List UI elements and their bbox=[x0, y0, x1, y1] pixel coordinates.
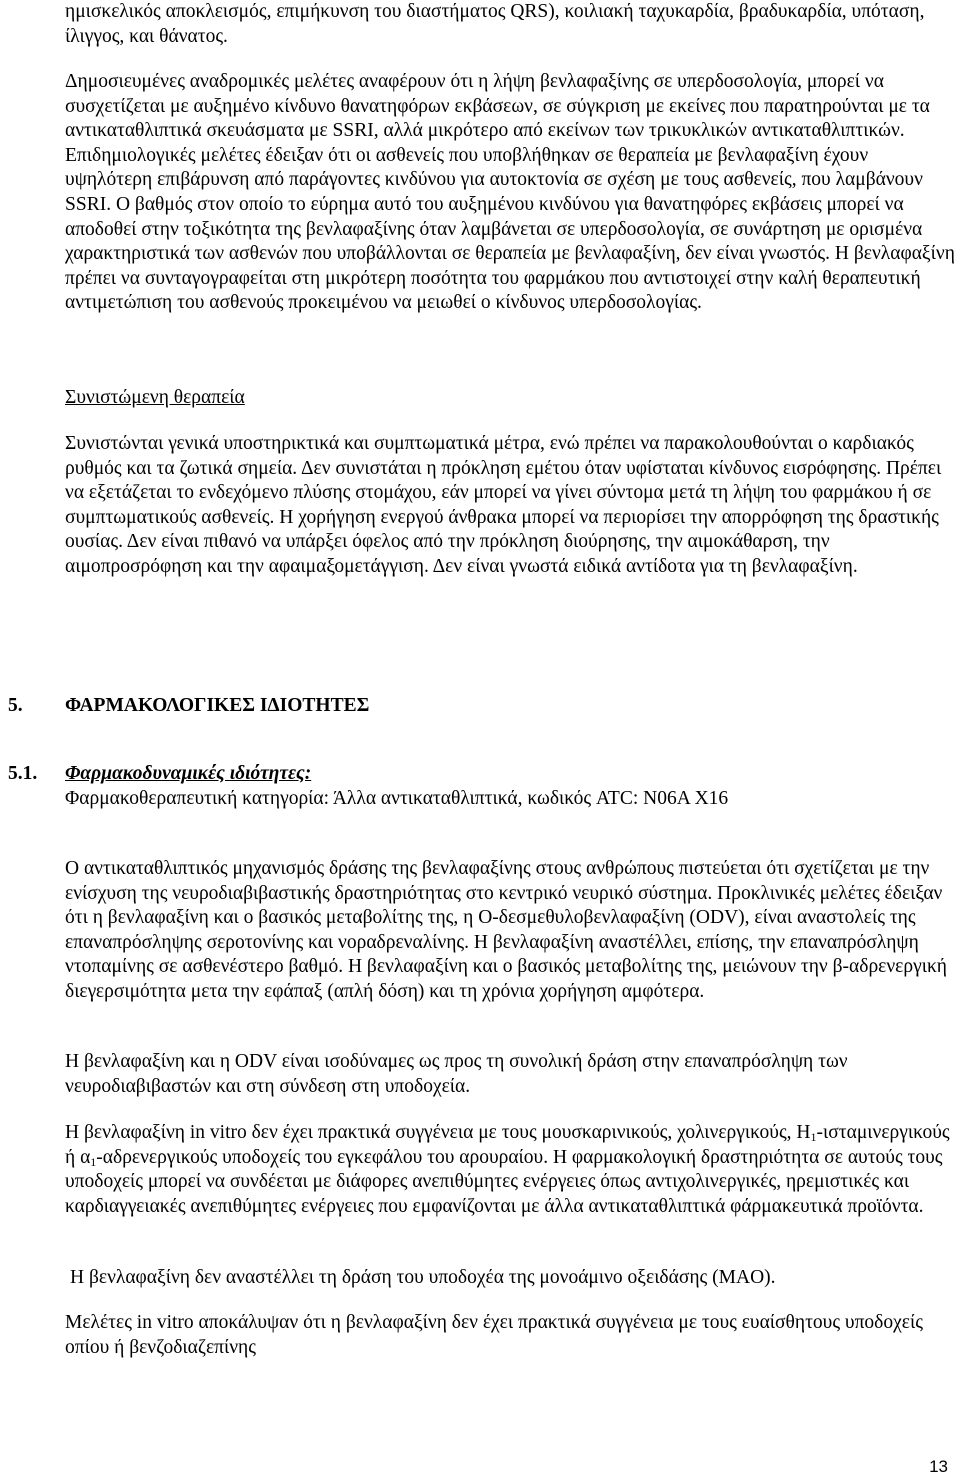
paragraph-retrospective-studies: Δημοσιευμένες αναδρομικές μελέτες αναφέρουν ότι η λήψη βενλαφαξίνης σε υπερδοσολογία, μπορεί να συσχετίζεται με αυξημένο κίνδυνο θανατηφόρων εκβάσεων, σε σύγκριση με εκείνες που παρατηρούνται με τα αντικαταθλιπτικά σκευάσματα με SSRI, αλλά μικρότερο από εκείνων των τρικυκλικών αντικαταθλιπτικών. Επιδημιολογικές μελέτες έδειξαν ότι οι ασθενείς που υποβλήθηκαν σε θεραπεία με βενλαφαξίνη έχουν υψηλότερη επιβάρυνση από παράγοντες κινδύνου για αυτοκτονία σε σχέση με τους ασθενείς, που λαμβάνουν SSRI. Ο βαθμός στον οποίο το εύρημα αυτό του αυξημένου κινδύνου για θανατηφόρες εκβάσεις μπορεί να αποδοθεί στην τοξικότητα της βενλαφαξίνης όταν λαμβάνεται σε υπερδοσολογία, σε συνάρτηση με ορισμένα χαρακτηριστικά των ασθενών που υποβάλλονται σε θεραπεία με βενλαφαξίνη, δεν είναι γνωστός. Η βενλαφαξίνη πρέπει να συνταγογραφείται στη μικρότερη ποσότητα του φαρμάκου που αντιστοιχεί στην καλή θεραπευτική αντιμετώπιση του ασθενούς προκειμένου να μειωθεί ο κίνδυνος υπερδοσολογίας. bbox=[65, 71, 955, 314]
receptor-subscript-alpha1: 1 bbox=[90, 1154, 97, 1169]
receptor-text-part3: -αδρενεργικούς υποδοχείς του εγκεφάλου του αρουραίου. Η φαρμακολογική δραστηριότητα σε αυτούς τους υποδοχείς μπορεί να συνδέεται με διάφορες ανεπιθύμητες ενέργειες όπως αντιχολινεργικές, ηρεμιστικές και καρδιαγγειακές ανεπιθύμητες ενέργειες που εμφανίζονται με άλλα αντικαταθλιπτικά φάρμακευτικά προϊόντα. bbox=[65, 1146, 943, 1217]
section-5-1-number: 5.1. bbox=[8, 763, 38, 784]
receptor-text-part1: Η βενλαφαξίνη in vitro δεν έχει πρακτικά συγγένεια με τους μουσκαρινικούς, χολινεργικούς, H bbox=[65, 1122, 811, 1143]
pharmacotherapeutic-category: Φαρμακοθεραπευτική κατηγορία: Άλλα αντικαταθλιπτικά, κωδικός ATC: N06A X16 bbox=[65, 788, 729, 809]
section-5-1-title: Φαρμακοδυναμικές ιδιότητες: bbox=[65, 763, 312, 784]
paragraph-receptor-affinity bbox=[65, 1121, 955, 1219]
section-5-1-heading bbox=[8, 762, 955, 787]
section-5-title: ΦΑΡΜΑΚΟΛΟΓΙΚΕΣ ΙΔΙΟΤΗΤΕΣ bbox=[65, 695, 370, 716]
paragraph-opioid-benzodiazepine: Μελέτες in vitro αποκάλυψαν ότι η βενλαφαξίνη δεν έχει πρακτικά συγγένεια με τους ευαίσθητους υποδοχείς οπίου ή βενζοδιαζεπίνης bbox=[65, 1312, 923, 1358]
page-number: 13 bbox=[929, 1457, 948, 1476]
section-5-number: 5. bbox=[8, 695, 23, 716]
paragraph-overdose-symptoms: ημισκελικός αποκλεισμός, επιμήκυνση του διαστήματος QRS), κοιλιακή ταχυκαρδία, βραδυκαρδία, υπόταση, ίλιγγος, και θάνατος. bbox=[65, 1, 925, 47]
section-5-heading bbox=[8, 694, 955, 719]
paragraph-odv-equivalence: Η βενλαφαξίνη και η ODV είναι ισοδύναμες ως προς τη συνολική δράση στην επαναπρόσληψη των νευροδιαβιβαστών και στη σύνδεση στη υποδοχεία. bbox=[65, 1051, 848, 1097]
receptor-text-part2: -ισταμινεργικούς ή α bbox=[65, 1122, 950, 1168]
paragraph-mao: Η βενλαφαξίνη δεν αναστέλλει τη δράση του υποδοχέα της μονοάμινο οξειδάσης (MAO). bbox=[70, 1267, 776, 1288]
paragraph-recommended-treatment: Συνιστώνται γενικά υποστηρικτικά και συμπτωματικά μέτρα, ενώ πρέπει να παρακολουθούνται ο καρδιακός ρυθμός και τα ζωτικά σημεία. Δεν συνιστάται η πρόκληση εμέτου όταν υφίσταται κίνδυνος εισρόφησης. Πρέπει να εξετάζεται το ενδεχόμενο πλύσης στομάχου, εάν μπορεί να γίνει σύντομα μετά τη λήψη του φαρμάκου ή σε συμπτωματικούς ασθενείς. Η χορήγηση ενεργού άνθρακα μπορεί να περιορίσει την απορρόφηση της δραστικής ουσίας. Δεν είναι πιθανό να υπάρξει όφελος από την πρόκληση διούρησης, την αιμοκάθαρση, την αιμοπροσρόφηση και την αφαιμαξομετάγγιση. Δεν είναι γνωστά ειδικά αντίδοτα για τη βενλαφαξίνη. bbox=[65, 433, 942, 577]
receptor-subscript-h1: 1 bbox=[810, 1130, 817, 1144]
heading-recommended-treatment: Συνιστώμενη θεραπεία bbox=[65, 387, 245, 408]
paragraph-mechanism: Ο αντικαταθλιπτικός μηχανισμός δράσης της βενλαφαξίνης στους ανθρώπους πιστεύεται ότι σχετίζεται με την ενίσχυση της νευροδιαβιβαστικής δραστηριότητας στο κεντρικό νευρικό σύστημα. Προκλινικές μελέτες έδειξαν ότι η βενλαφαξίνη και ο βασικός μεταβολίτης της, η Ο-δεσμεθυλοβενλαφαξίνη (ODV), είναι αναστολείς της επαναπρόσληψης σεροτονίνης και νοραδρεναλίνης. Η βενλαφαξίνη αναστέλλει, επίσης, την επαναπρόσληψη ντοπαμίνης σε ασθενέστερο βαθμό. Η βενλαφαξίνη και ο βασικός μεταβολίτης της, μειώνουν την β-αδρενεργική διεγερσιμότητα μετα την εφάπαξ (απλή δόση) και τη χρόνια χορήγηση αμφότερα. bbox=[65, 858, 947, 1002]
